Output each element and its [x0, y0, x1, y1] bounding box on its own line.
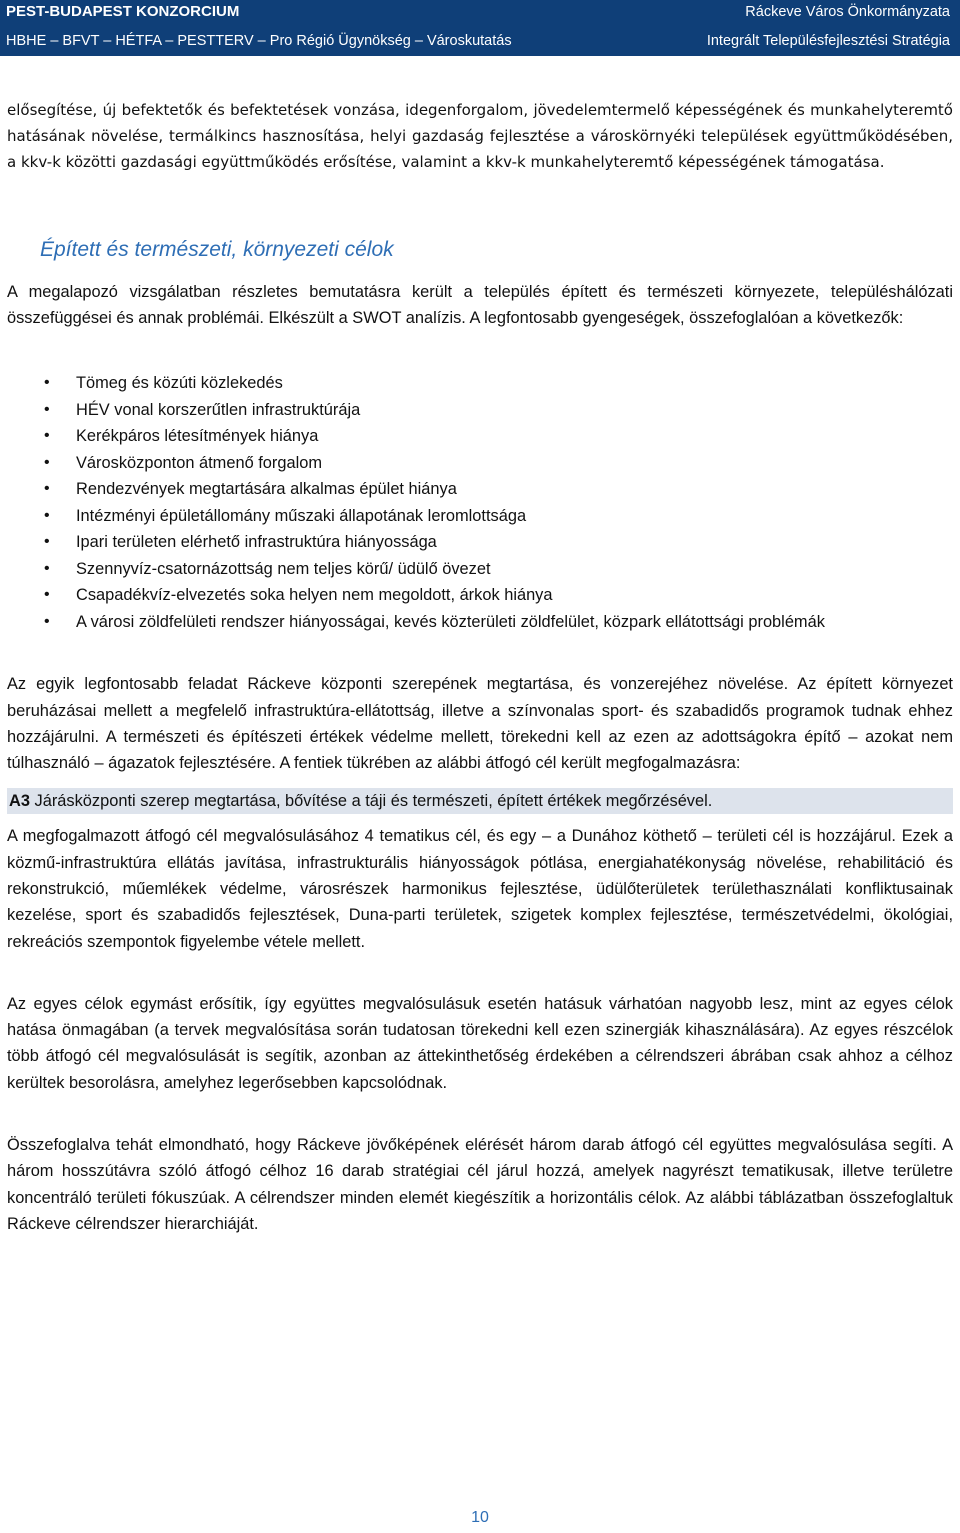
bullet-icon: •: [44, 612, 50, 630]
paragraph-continuation: elősegítése, új befektetők és befektetések vonzása, idegenforgalom, jövedelemtermelő képességének és munkahelyteremtő hatásának növelése, termálkincs hasznosítása, helyi gazdaság fejlesztése a városkörnyéki települések együttműködésében, a kkv-k közötti gazdasági együttműködés erősítése, valamint a kkv-k munkahelyteremtő képességének támogatása.: [7, 101, 953, 172]
paragraph-summary: Összefoglalva tehát elmondható, hogy Ráckeve jövőképének elérését három darab átfogó cél együttes megvalósulása segíti. A három hosszútávra szóló átfogó célhoz 16 darab stratégiai cél járul hozzá, amelyek nagyrészt tematikusak, illetve területre koncentráló területi fókuszúak. A célrendszer minden elemét kiegészítik a horizontális célok. Az alábbi táblázatban összefoglaltuk Ráckeve célrendszer hierarchiáját.: [7, 1136, 953, 1233]
list-item: • HÉV vonal korszerűtlen infrastruktúrája: [7, 397, 953, 424]
bullet-icon: •: [44, 586, 50, 604]
goal-code: A3: [9, 792, 30, 811]
bullet-icon: •: [44, 480, 50, 498]
list-item: • Városközponton átmenő forgalom: [7, 450, 953, 477]
bullet-icon: •: [44, 427, 50, 445]
paragraph-task: Az egyik legfontosabb feladat Ráckeve központi szerepének megtartása, és vonzerejéhez növelése. Az épített környezet beruházásai mellett a megfelelő infrastruktúra-ellátottság, illetve a színvonalas sport- és szabadidős programok tudnak ehhez hozzájárulni. A természeti és építészeti értékek védelme mellett, törekedni kell az ezen az adottságokra építő – azokat nem túlhasználó – ágazatok fejlesztésére. A fentiek tükrében az alábbi átfogó cél került megfogalmazásra:: [7, 675, 953, 773]
list-item: • A városi zöldfelületi rendszer hiányosságai, kevés közterületi zöldfelület, közpark ellátottsági problémák: [7, 609, 953, 636]
header-municipality: Ráckeve Város Önkormányzata: [745, 4, 950, 20]
goal-text: Járásközponti szerep megtartása, bővítése a táji és természeti, épített értékek megőrzésével.: [34, 792, 713, 811]
list-item: • Rendezvények megtartására alkalmas épület hiánya: [7, 476, 953, 503]
bullet-icon: •: [44, 374, 50, 392]
section-heading: Épített és természeti, környezeti célok: [40, 237, 394, 261]
list-item: • Ipari területen elérhető infrastruktúra hiányossága: [7, 529, 953, 556]
paragraph-intro: A megalapozó vizsgálatban részletes bemutatásra került a település épített és természeti környezete, településhálózati összefüggései és annak problémái. Elkészült a SWOT analízis. A legfontosabb gyengeségek, összefoglalóan a következők:: [7, 282, 953, 327]
document-body: [7, 97, 953, 1237]
goal-highlight: [7, 788, 953, 814]
list-item: • Csapadékvíz-elvezetés soka helyen nem megoldott, árkok hiánya: [7, 582, 953, 609]
paragraph-reinforce: Az egyes célok egymást erősítik, így együttes megvalósulásuk esetén hatásuk várhatóan nagyobb lesz, mint az egyes célok hatása önmagában (a tervek megvalósítása során tudatosan törekedni kell ezen szinergiák kihasználására). Az egyes részcélok több átfogó cél megvalósulását is segítik, azonban az áttekinthetőség érdekében a célrendszeri ábrában csak ahhoz a célhoz kerültek besorolásra, amelyhez legerősebben kapcsolódnak.: [7, 994, 953, 1092]
paragraph-after-goal: A megfogalmazott átfogó cél megvalósulásához 4 tematikus cél, és egy – a Dunához köthető – területi cél is hozzájárul. Ezek a közmű-infrastruktúra ellátás javítása, infrastrukturális hiányosságok pótlása, energiahatékonyság növelése, rehabilitáció és rekonstrukció, műemlékek védelme, városrészek harmonikus fejlesztése, üdülőterületek területhasználati konfliktusainak kezelése, sport és szabadidős fejlesztések, Duna-parti területek, szigetek komplex fejlesztése, természetvédelmi, ökológiai, rekreációs szempontok figyelembe vétele mellett.: [7, 827, 953, 951]
bullet-icon: •: [44, 453, 50, 471]
bullet-icon: •: [44, 559, 50, 577]
header-organization: PEST-BUDAPEST KONZORCIUM: [6, 3, 240, 20]
list-item: • Kerékpáros létesítmények hiánya: [7, 423, 953, 450]
list-item: • Tömeg és közúti közlekedés: [7, 370, 953, 397]
bullet-icon: •: [44, 400, 50, 418]
weakness-list: [7, 370, 953, 635]
list-item: • Intézményi épületállomány műszaki állapotának leromlottsága: [7, 503, 953, 530]
bullet-icon: •: [44, 533, 50, 551]
header-document-title: Integrált Településfejlesztési Stratégia: [706, 33, 950, 49]
list-item: • Szennyvíz-csatornázottság nem teljes körű/ üdülő övezet: [7, 556, 953, 583]
page-header: [0, 0, 960, 56]
bullet-icon: •: [44, 506, 50, 524]
header-partners: HBHE – BFVT – HÉTFA – PESTTERV – Pro Régió Ügynökség – Városkutatás: [6, 33, 512, 49]
page-number: 10: [471, 1509, 489, 1526]
